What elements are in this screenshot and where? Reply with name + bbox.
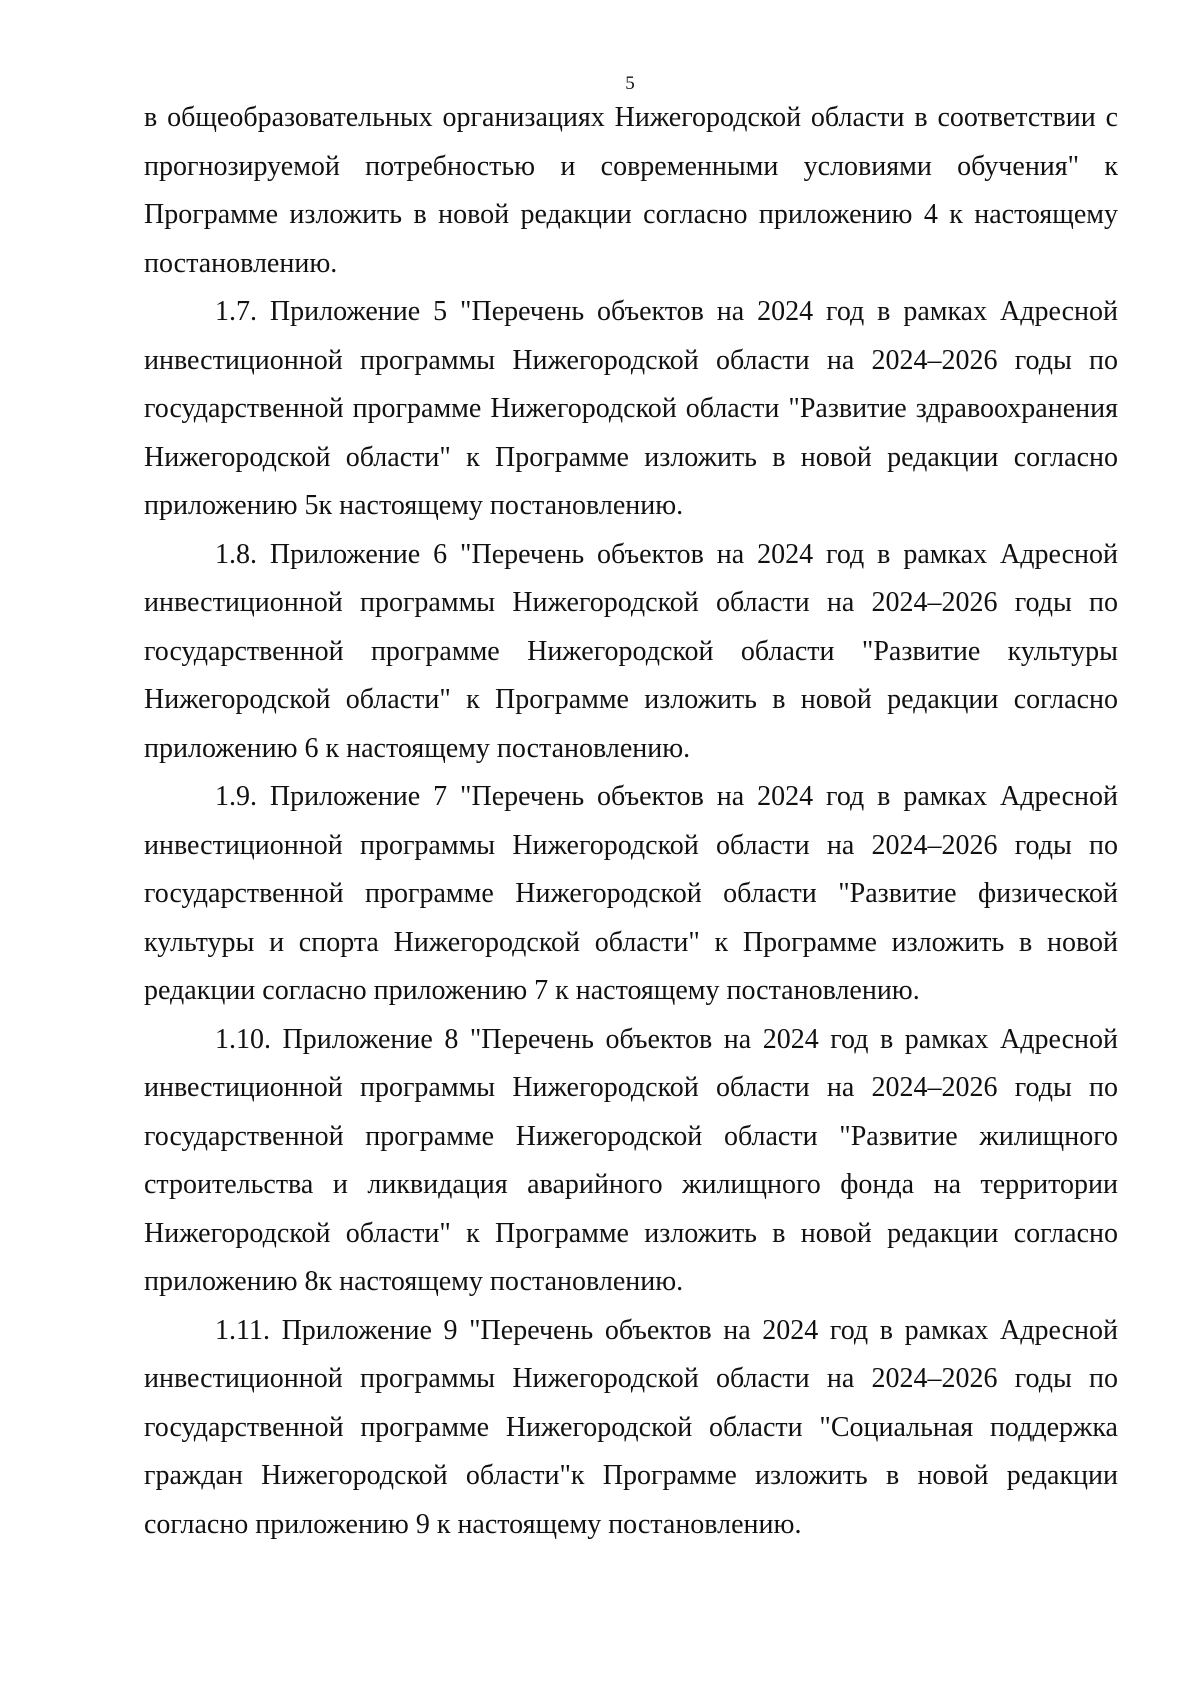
page-number: 5 <box>625 73 635 94</box>
document-body <box>144 94 1118 1549</box>
paragraph-continuation: в общеобразовательных организациях Нижегородской области в соответствии с прогнозируемой потребностью и современными условиями обучения" к Программе изложить в новой редакции согласно приложению 4 к настоящему постановлению. <box>144 102 1118 279</box>
paragraph-1-8: 1.8. Приложение 6 "Перечень объектов на 2024 год в рамках Адресной инвестиционной программы Нижегородской области на 2024–2026 годы по государственной программе Нижегородской области "Развитие культуры Нижегородской области" к Программе изложить в новой редакции согласно приложению 6 к настоящему постановлению. <box>144 538 1118 764</box>
paragraph-1-10: 1.10. Приложение 8 "Перечень объектов на 2024 год в рамках Адресной инвестиционной программы Нижегородской области на 2024–2026 годы по государственной программе Нижегородской области "Развитие жилищного строительства и ликвидация аварийного жилищного фонда на территории Нижегородской области" к Программе изложить в новой редакции согласно приложению 8к настоящему постановлению. <box>144 1023 1118 1297</box>
paragraph-1-7: 1.7. Приложение 5 "Перечень объектов на 2024 год в рамках Адресной инвестиционной программы Нижегородской области на 2024–2026 годы по государственной программе Нижегородской области "Развитие здравоохранения Нижегородской области" к Программе изложить в новой редакции согласно приложению 5к настоящему постановлению. <box>144 296 1118 521</box>
paragraph-1-9: 1.9. Приложение 7 "Перечень объектов на 2024 год в рамках Адресной инвестиционной программы Нижегородской области на 2024–2026 годы по государственной программе Нижегородской области "Развитие физической культуры и спорта Нижегородской области" к Программе изложить в новой редакции согласно приложению 7 к настоящему постановлению. <box>144 781 1118 1006</box>
paragraph-1-11: 1.11. Приложение 9 "Перечень объектов на 2024 год в рамках Адресной инвестиционной программы Нижегородской области на 2024–2026 годы по государственной программе Нижегородской области "Социальная поддержка граждан Нижегородской области"к Программе изложить в новой редакции согласно приложению 9 к настоящему постановлению. <box>144 1314 1118 1540</box>
